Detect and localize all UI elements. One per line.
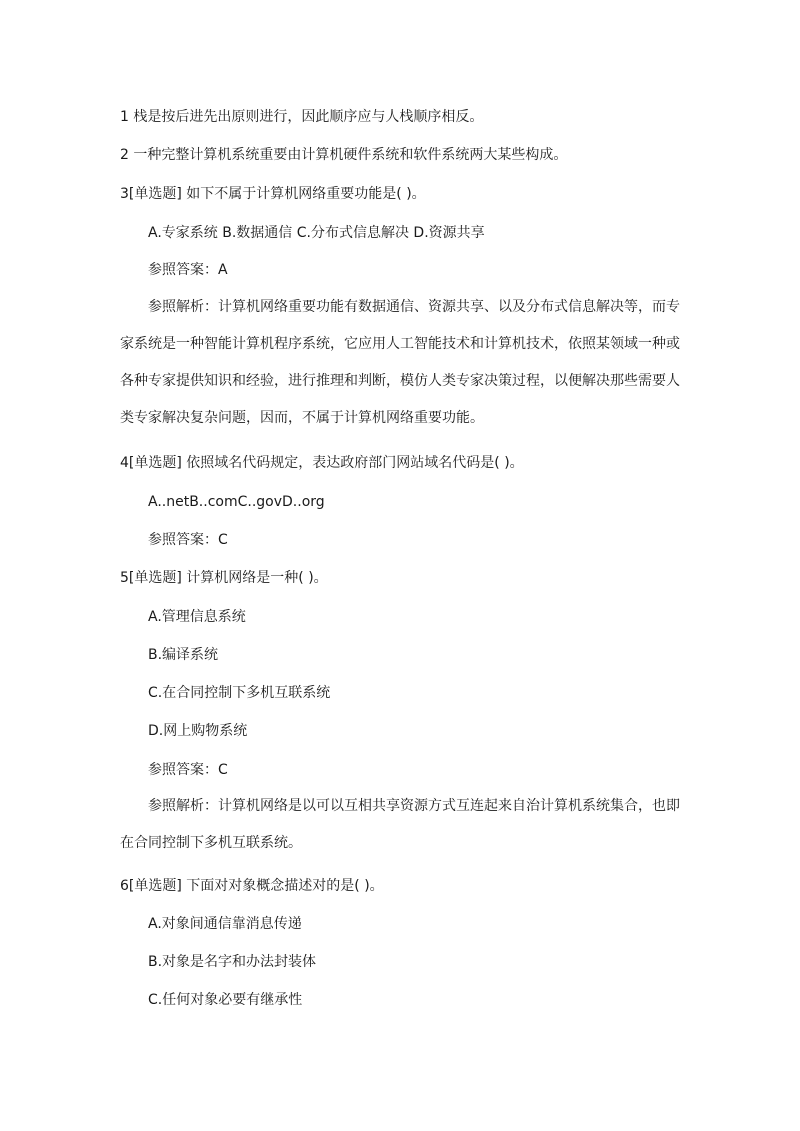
question-6-stem: 6[单选题] 下面对对象概念描述对的是( )。 xyxy=(120,878,384,894)
question-5-option-c: C.在合同控制下多机互联系统 xyxy=(148,685,331,701)
question-4-stem: 4[单选题] 依照域名代码规定，表达政府部门网站域名代码是( )。 xyxy=(120,455,524,471)
question-6-option-b: B.对象是名字和办法封装体 xyxy=(148,954,317,970)
intro-line-1: 1 栈是按后进先出原则进行，因此顺序应与人栈顺序相反。 xyxy=(120,109,484,125)
question-5-answer: 参照答案：C xyxy=(148,762,228,778)
question-3-stem: 3[单选题] 如下不属于计算机网络重要功能是( )。 xyxy=(120,186,426,202)
question-6-option-a: A.对象间通信靠消息传递 xyxy=(148,916,302,932)
question-6-option-c: C.任何对象必要有继承性 xyxy=(148,992,303,1008)
question-5-option-a: A.管理信息系统 xyxy=(148,609,246,625)
question-5-option-b: B.编译系统 xyxy=(148,647,219,663)
question-3-answer: 参照答案：A xyxy=(148,262,228,278)
question-4-options: A..netB..comC..govD..org xyxy=(148,494,325,510)
question-5-analysis: 参照解析：计算机网络是以可以互相共享资源方式互连起来自治计算机系统集合，也即在合同控制下多机互联系统。 xyxy=(120,798,680,851)
question-3-options: A.专家系统 B.数据通信 C.分布式信息解决 D.资源共享 xyxy=(148,225,485,241)
question-3-analysis: 参照解析：计算机网络重要功能有数据通信、资源共享、以及分布式信息解决等，而专家系统是一种智能计算机程序系统，它应用人工智能技术和计算机技术，依照某领域一种或各种专家提供知识和经验，进行推理和判断，模仿人类专家决策过程，以便解决那些需要人类专家解决复杂问题，因而，不属于计算机网络重要功能。 xyxy=(120,299,680,426)
question-5-stem: 5[单选题] 计算机网络是一种( )。 xyxy=(120,570,328,586)
question-5-option-d: D.网上购物系统 xyxy=(148,723,248,739)
intro-line-2: 2 一种完整计算机系统重要由计算机硬件系统和软件系统两大某些构成。 xyxy=(120,147,568,163)
question-4-answer: 参照答案：C xyxy=(148,532,228,548)
